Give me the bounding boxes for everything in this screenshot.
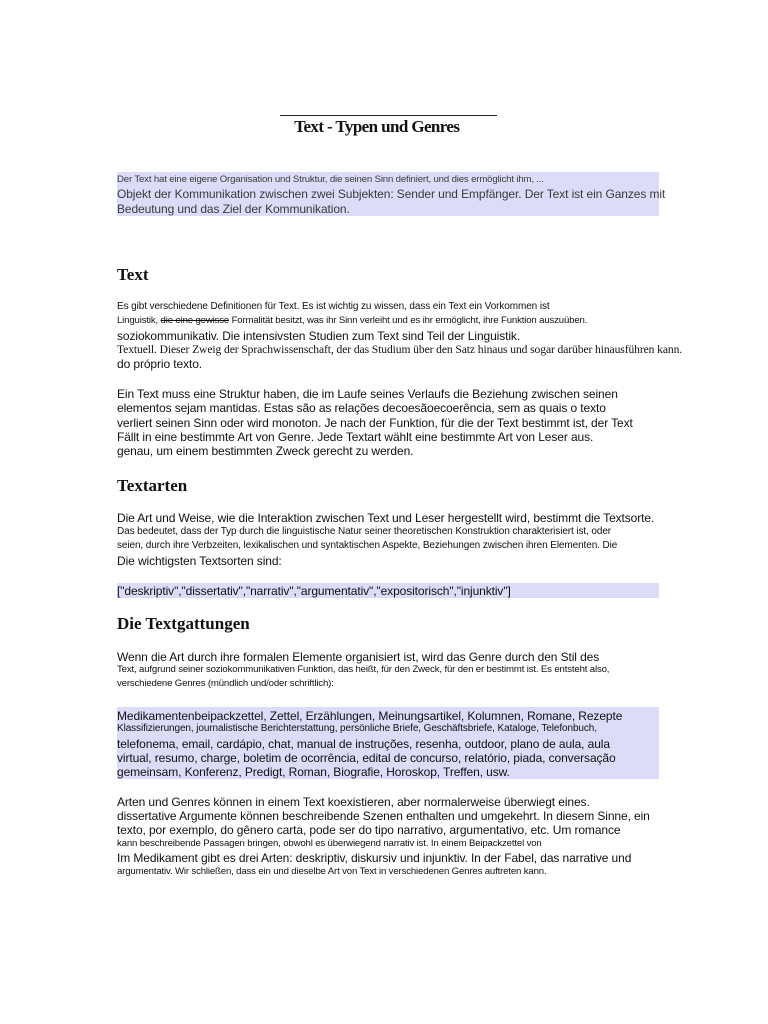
gattungen-p-line-4: kann beschreibende Passagen bringen, obwohl es überwiegend narrativ ist. In einem Beipackzettel von: [117, 838, 542, 849]
text-p1-line-1: Es gibt verschiedene Definitionen für Text. Es ist wichtig zu wissen, dass ein Text ein Vorkommen ist: [117, 301, 550, 312]
text-p1-line-2b: die eine gewisse: [160, 315, 230, 326]
genres-line-5: gemeinsam, Konferenz, Predigt, Roman, Biografie, Horoskop, Treffen, usw.: [117, 765, 510, 779]
heading-textarten: Textarten: [117, 476, 188, 495]
textsorten-list: ["deskriptiv","dissertativ","narrativ","argumentativ","expositorisch","injunktiv"]: [117, 584, 511, 598]
heading-text: Text: [117, 265, 149, 284]
page-title-text: Text - Typen und Genres: [294, 117, 460, 136]
gattungen-p-line-5: Im Medikament gibt es drei Arten: deskriptiv, diskursiv und injunktiv. In der Fabel, das narrative und: [117, 851, 632, 865]
gattungen-p-line-1: Arten und Genres können in einem Text koexistieren, aber normalerweise überwiegt eines.: [117, 795, 590, 809]
text-p1-line-3: soziokommunikativ. Die intensivsten Studien zum Text sind Teil der Linguistik.: [117, 329, 521, 343]
genres-line-4: virtual, resumo, charge, boletim de ocorrência, edital de concurso, relatório, piada, conversação: [117, 751, 616, 765]
intro-line-2: Objekt der Kommunikation zwischen zwei Subjekten: Sender und Empfänger. Der Text ist ein Ganzes mit: [117, 187, 666, 201]
gattungen-line-2: Text, aufgrund seiner soziokommunikativen Funktion, das heißt, für den Zweck, für den er bestimmt ist. Es entsteht also,: [117, 664, 610, 675]
genres-line-3: telefonema, email, cardápio, chat, manual de instruções, resenha, outdoor, plano de aula, aula: [117, 737, 610, 751]
gattungen-line-1: Wenn die Art durch ihre formalen Elemente organisiert ist, wird das Genre durch den Stil des: [117, 650, 600, 664]
page-title: [280, 97, 459, 177]
textarten-line-2: Das bedeutet, dass der Typ durch die linguistische Natur seiner theoretischen Konstruktion charakterisiert ist, oder: [117, 526, 612, 537]
textarten-line-1: Die Art und Weise, wie die Interaktion zwischen Text und Leser hergestellt wird, bestimmt die Textsorte.: [117, 511, 655, 525]
textarten-line-4: Die wichtigsten Textsorten sind:: [117, 554, 282, 568]
gattungen-p-line-6: argumentativ. Wir schließen, dass ein und dieselbe Art von Text in verschiedenen Genres auftreten kann.: [117, 866, 547, 877]
textarten-line-3: seien, durch ihre Verbzeiten, lexikalischen und syntaktischen Aspekte, Beziehungen zwischen ihren Elementen. Die: [117, 540, 618, 551]
text-p2-line-5: genau, um einem bestimmten Zweck gerecht zu werden.: [117, 444, 414, 458]
genres-line-2: Klassifizierungen, journalistische Berichterstattung, persönliche Briefe, Geschäftsbriefe, Kataloge, Telefonbuch,: [117, 723, 597, 734]
text-p1-line-2c: Formalität besitzt, was ihr Sinn verleiht und es ihr ermöglicht, ihre Funktion auszuüben.: [229, 315, 588, 326]
text-p1-line-4: Textuell. Dieser Zweig der Sprachwissenschaft, der das Studium über den Satz hinaus und sogar darüber hinausführen kann.: [117, 343, 683, 356]
title-underline: [280, 115, 497, 116]
text-p1-line-2: [117, 315, 587, 326]
text-p2-line-3: verliert seinen Sinn oder wird monoton. Je nach der Funktion, für die der Text bestimmt ist, der Text: [117, 416, 633, 430]
intro-line-3: Bedeutung und das Ziel der Kommunikation.: [117, 202, 350, 216]
text-p2-line-4: Fällt in eine bestimmte Art von Genre. Jede Textart wählt eine bestimmte Art von Leser aus.: [117, 430, 594, 444]
text-p2-line-2: elementos sejam mantidas. Estas são as relações decoesãoecoerência, sem as quais o texto: [117, 401, 606, 415]
heading-textgattungen: Die Textgattungen: [117, 614, 250, 633]
genres-line-1: Medikamentenbeipackzettel, Zettel, Erzählungen, Meinungsartikel, Kolumnen, Romane, Rezepte: [117, 709, 623, 723]
gattungen-line-3: verschiedene Genres (mündlich und/oder schriftlich):: [117, 678, 334, 689]
text-p1-line-2a: Linguistik,: [117, 315, 161, 326]
text-p2-line-1: Ein Text muss eine Struktur haben, die im Laufe seines Verlaufs die Beziehung zwischen seinen: [117, 387, 618, 401]
intro-line-1: Der Text hat eine eigene Organisation und Struktur, die seinen Sinn definiert, und dies ermöglicht ihm, ...: [117, 174, 544, 185]
gattungen-p-line-3: texto, por exemplo, do gênero carta, pode ser do tipo narrativo, argumentativo, etc. Um romance: [117, 823, 621, 837]
gattungen-p-line-2: dissertative Argumente können beschreibende Szenen enthalten und umgekehrt. In diesem Sinne, ein: [117, 809, 650, 823]
text-p1-line-5: do próprio texto.: [117, 357, 203, 371]
